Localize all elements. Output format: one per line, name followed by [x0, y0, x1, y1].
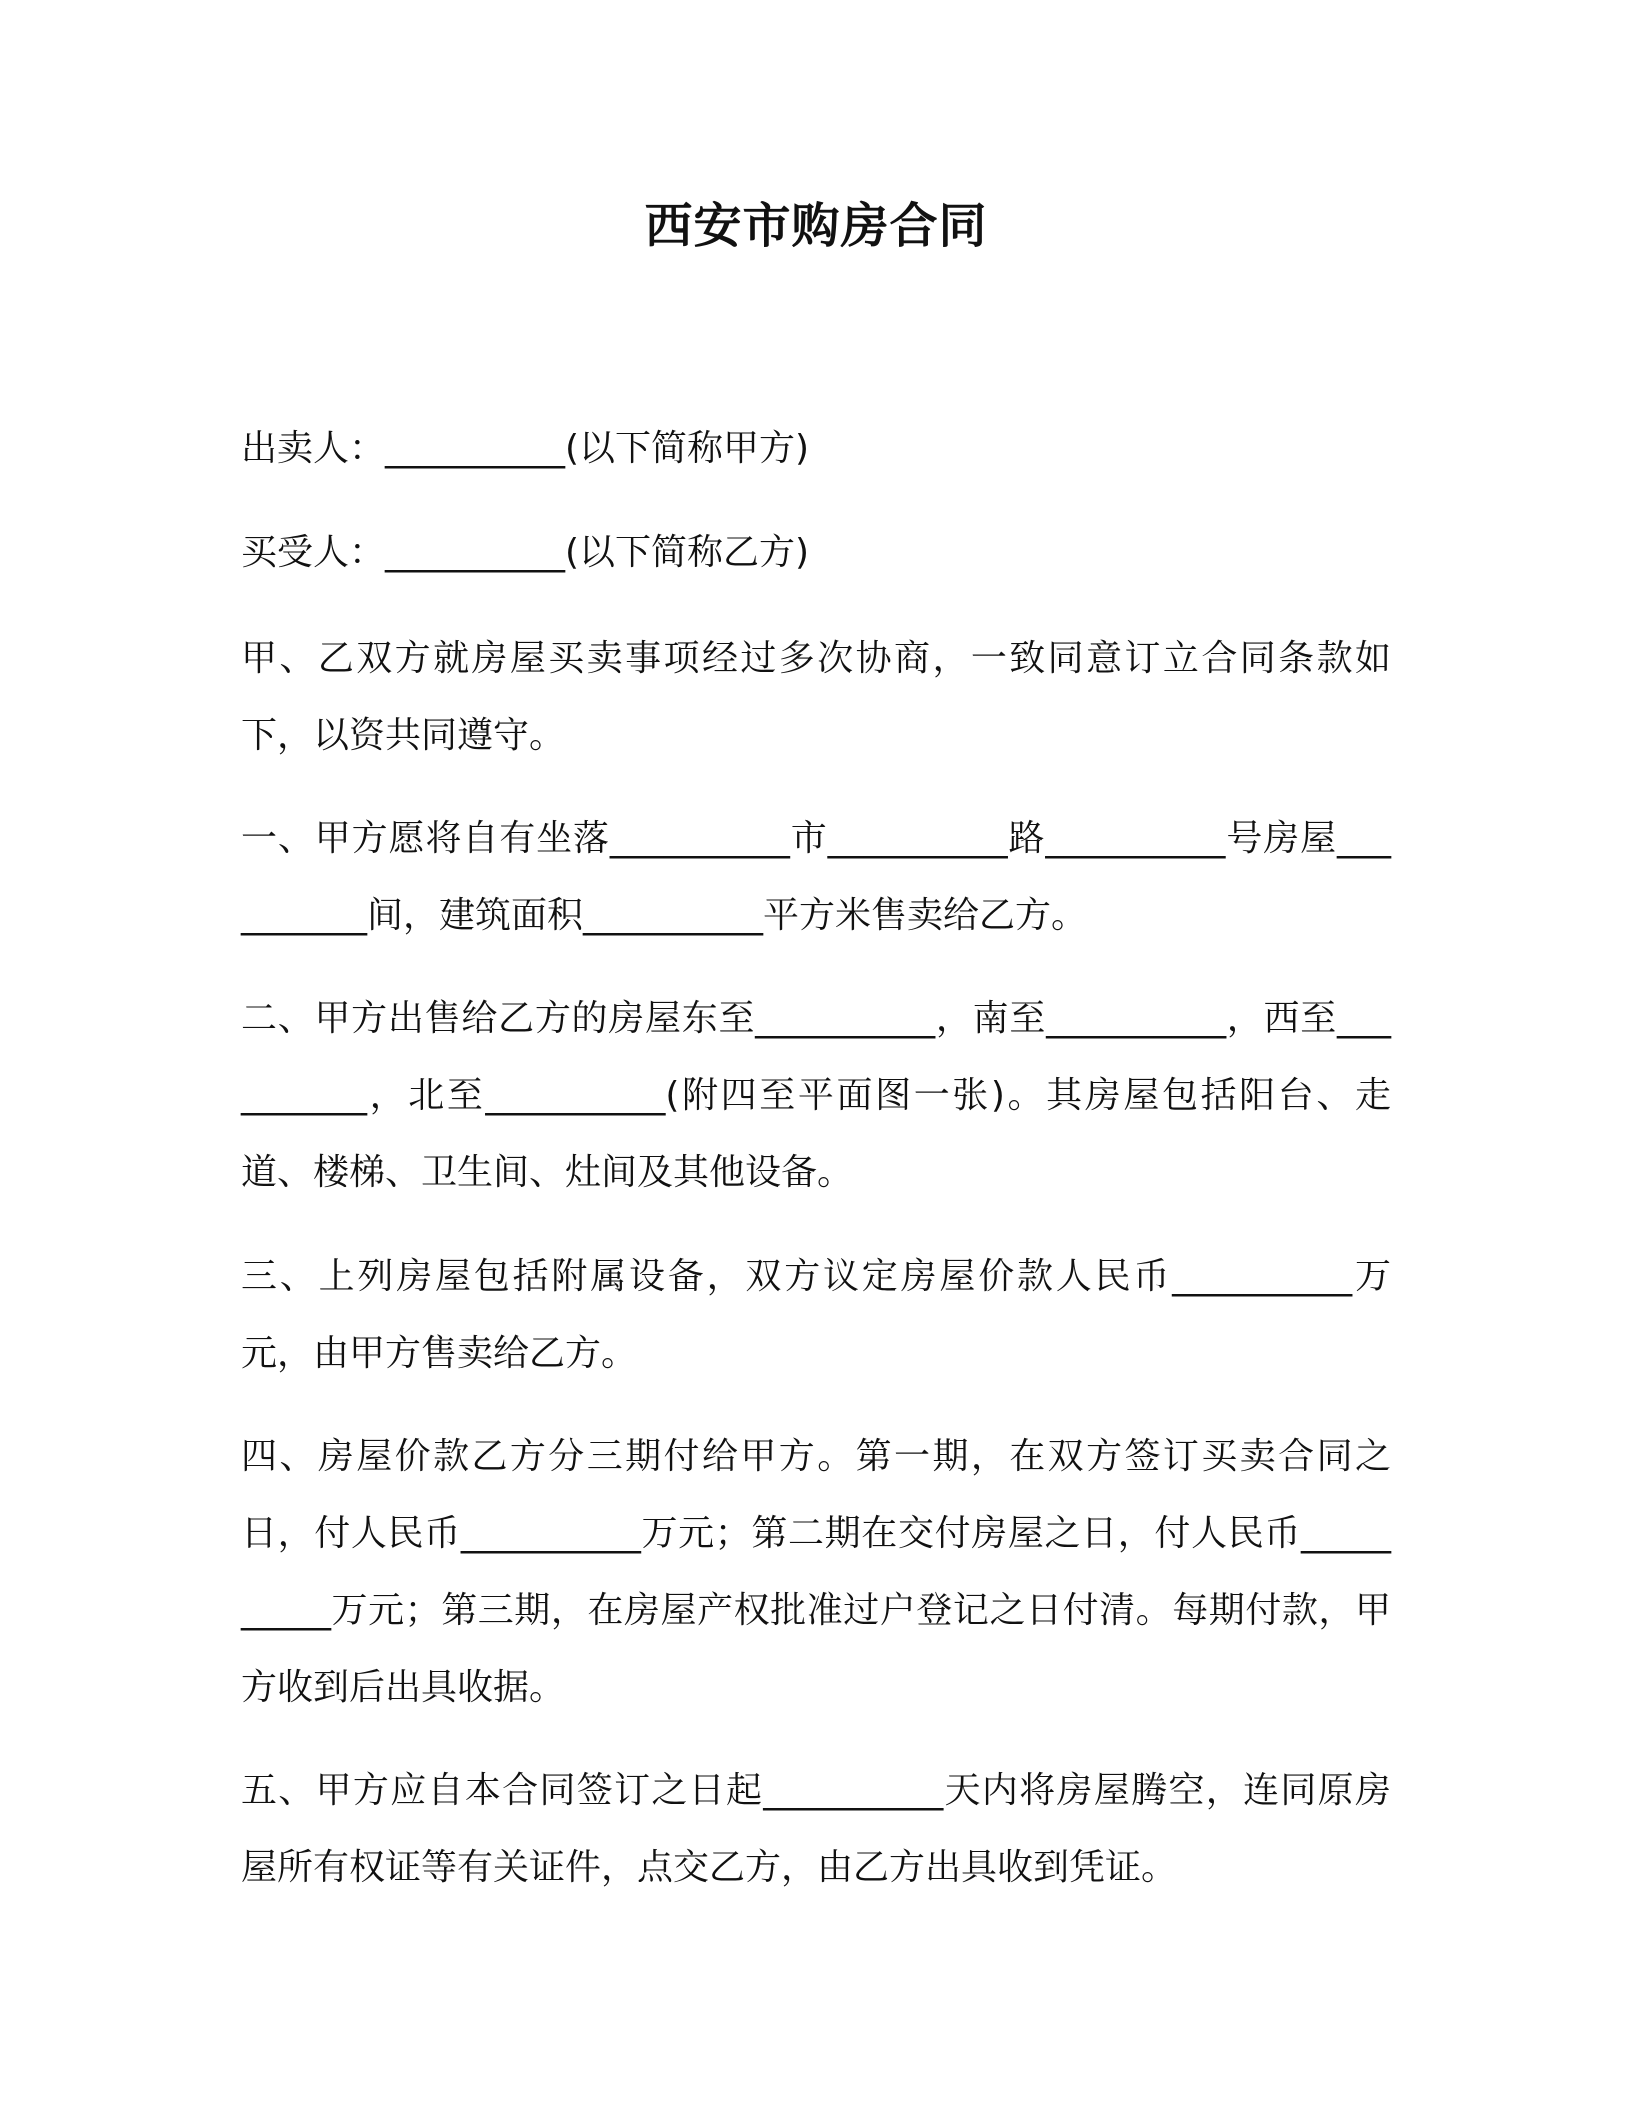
- document-title: 西安市购房合同: [644, 198, 988, 254]
- buyer-line: 买受人：__________(以下简称乙方): [241, 532, 810, 573]
- clause-4: 四、房屋价款乙方分三期付给甲方。第一期，在双方签订买卖合同之日，付人民币__________万元；第二期在交付房屋之日，付人民币__________万元；第三期，在房屋产权批准过户登记之日付清。每期付款，甲方收到后出具收据。: [241, 1436, 1391, 1708]
- intro-paragraph: 甲、乙双方就房屋买卖事项经过多次协商，一致同意订立合同条款如下，以资共同遵守。: [241, 638, 1391, 756]
- clause-3: 三、上列房屋包括附属设备，双方议定房屋价款人民币__________万元，由甲方售卖给乙方。: [241, 1256, 1391, 1374]
- seller-line: 出卖人：__________(以下简称甲方): [241, 428, 810, 469]
- clause-1: 一、甲方愿将自有坐落__________市__________路__________号房屋__________间，建筑面积__________平方米售卖给乙方。: [241, 818, 1391, 936]
- clause-5: 五、甲方应自本合同签订之日起__________天内将房屋腾空，连同原房屋所有权证等有关证件，点交乙方，由乙方出具收到凭证。: [241, 1770, 1391, 1888]
- clause-2: 二、甲方出售给乙方的房屋东至__________，南至__________，西至__________，北至__________(附四至平面图一张)。其房屋包括阳台、走道、楼梯、卫生间、灶间及其他设备。: [241, 998, 1391, 1193]
